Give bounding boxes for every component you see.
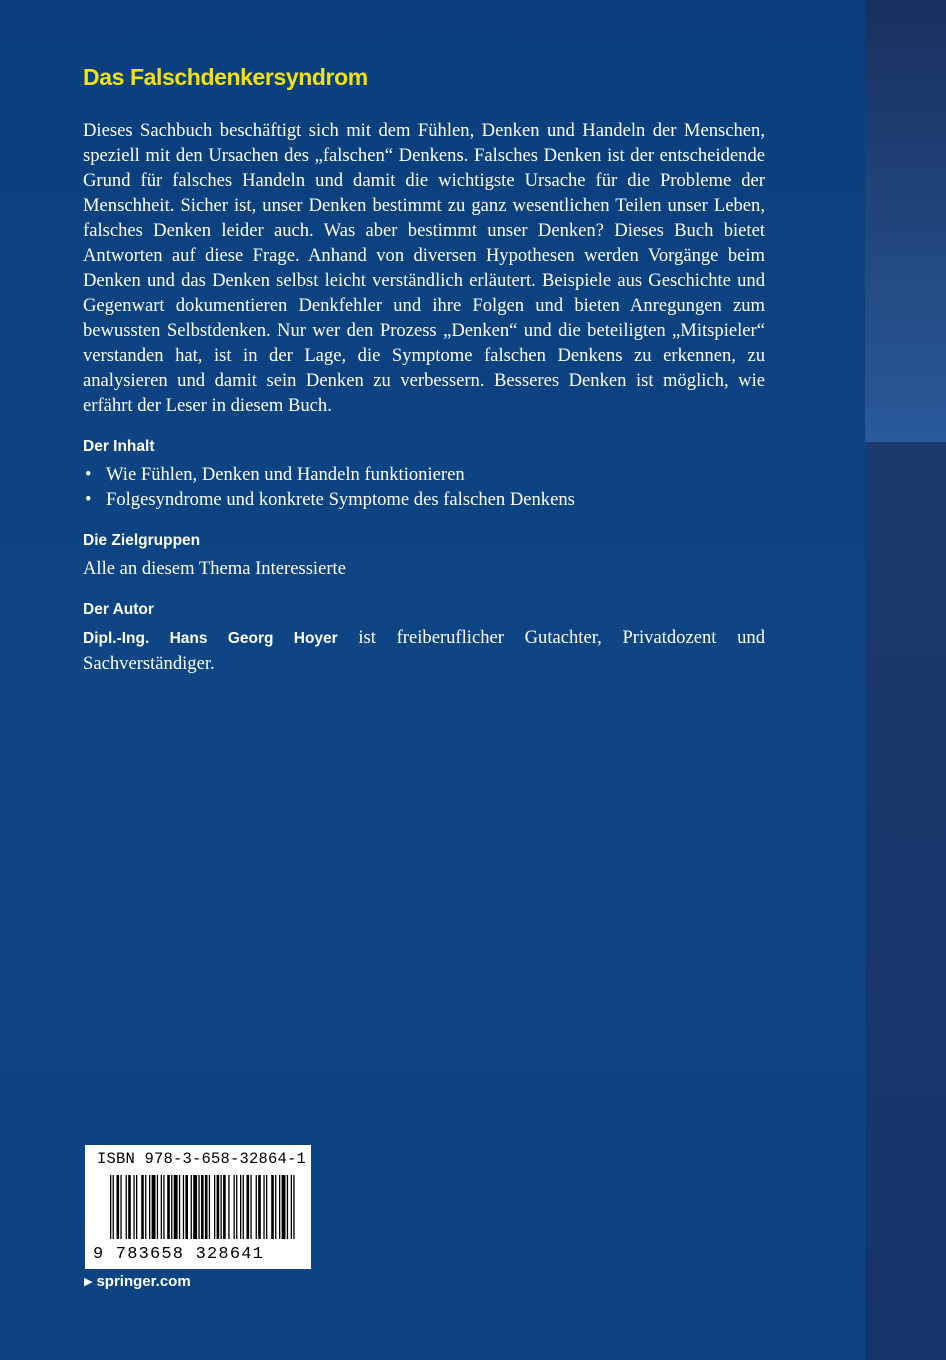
spine-bottom-panel	[865, 442, 946, 1360]
bullet-icon: •	[85, 464, 92, 485]
barcode-bar	[263, 1175, 264, 1239]
book-title: Das Falschdenkersyndrom	[83, 64, 368, 90]
barcode-bar	[110, 1175, 111, 1239]
barcode-bar	[236, 1175, 237, 1239]
barcode-bar	[228, 1175, 229, 1239]
barcode-bar	[126, 1175, 127, 1239]
barcode-bar	[174, 1175, 178, 1239]
target-groups-heading: Die Zielgruppen	[83, 532, 201, 549]
barcode-bar	[152, 1175, 156, 1239]
book-description: Dieses Sachbuch beschäftigt sich mit dem Fühlen, Denken und Handeln der Menschen, speziell mit den Ursachen des „falschen“ Denkens. Falsches Denken ist der entscheidende Grund für falsches Handeln und damit die wichtigste Ursache für die Probleme der Menschheit. Sicher ist, unser Denken bestimmt zu ganz wesentlichen Teilen unser Leben, falsches Denken leider auch. Was aber bestimmt unser Denken? Dieses Buch bietet Antworten auf diese Frage. Anhand von diversen Hypothesen werden Vorgänge beim Denken und das Denken selbst leicht verständlich erläutert. Beispiele aus Geschichte und Gegenwart dokumentieren Denkfehler und ihre Folgen und bieten Anregungen zum bewussten Selbstdenken. Nur wer den Prozess „Denken“ und die beteiligten „Mitspieler“ verstanden hat, ist in der Lage, die Symptome falschen Denkens zu erkennen, zu analysieren und damit sein Denken zu verbessern. Besseres Denken ist möglich, wie erfährt der Leser in diesem Buch.	[83, 120, 765, 416]
barcode-bar	[183, 1175, 184, 1239]
barcode-bar	[209, 1175, 210, 1239]
barcode-bar	[217, 1175, 220, 1239]
barcode-bar	[221, 1175, 222, 1239]
barcode-bar	[185, 1175, 188, 1239]
barcode-bar	[191, 1175, 192, 1239]
barcode-bar	[117, 1175, 120, 1239]
barcode-bar	[240, 1175, 241, 1239]
barcode-bar	[214, 1175, 215, 1239]
barcode-bar	[258, 1175, 261, 1239]
barcode-bar	[234, 1175, 235, 1239]
barcode-bar	[141, 1175, 144, 1239]
barcode-bar	[193, 1175, 197, 1239]
barcode-bar	[291, 1175, 292, 1239]
barcode-bar	[256, 1175, 257, 1239]
barcode-bar	[205, 1175, 208, 1239]
spine-strip	[865, 0, 946, 1360]
barcode-bar	[271, 1175, 274, 1239]
barcode-bar	[149, 1175, 150, 1239]
barcode-bar	[243, 1175, 244, 1239]
isbn-label: ISBN 978-3-658-32864-1	[97, 1150, 307, 1168]
barcode-bar	[201, 1175, 204, 1239]
list-item-text: Wie Fühlen, Denken und Handeln funktionieren	[106, 464, 465, 485]
barcode-bar	[198, 1175, 199, 1239]
barcode-bar	[287, 1175, 288, 1239]
barcode-bar	[266, 1175, 267, 1239]
contents-heading: Der Inhalt	[83, 438, 155, 455]
author-name: Dipl.-Ing. Hans Georg Hoyer	[83, 630, 338, 647]
list-item	[83, 487, 765, 512]
bullet-icon: •	[85, 489, 92, 510]
publisher-website[interactable]	[84, 1273, 191, 1290]
barcode-bar	[163, 1175, 164, 1239]
barcode-bar	[157, 1175, 158, 1239]
list-item-text: Folgesyndrome und konkrete Symptome des falschen Denkens	[106, 489, 575, 510]
spine-top-panel	[865, 0, 946, 442]
barcode-bar	[293, 1175, 294, 1239]
barcode-bar	[120, 1175, 121, 1239]
barcode-bar	[167, 1175, 170, 1239]
author-heading: Der Autor	[83, 601, 154, 618]
barcode-bar	[250, 1175, 251, 1239]
list-item	[83, 462, 765, 487]
barcode-bar	[171, 1175, 172, 1239]
isbn-barcode	[85, 1145, 311, 1269]
barcode-bar	[161, 1175, 162, 1239]
barcode-bar	[282, 1175, 286, 1239]
barcode-digits: 9 783658 328641	[93, 1245, 265, 1264]
barcode-bar	[133, 1175, 134, 1239]
barcode-bar	[145, 1175, 146, 1239]
barcode-bar	[136, 1175, 137, 1239]
barcode-bar	[179, 1175, 180, 1239]
barcode-bar	[247, 1175, 250, 1239]
author-bio	[83, 625, 765, 676]
barcode-bar	[128, 1175, 131, 1239]
barcode-bar	[279, 1175, 280, 1239]
barcode-bar	[113, 1175, 114, 1239]
back-cover-content	[83, 64, 765, 676]
author-bio-text: ist freiberuflicher Gutachter, Privatdozent und Sachverständiger.	[83, 627, 765, 674]
arrow-right-icon: ▶	[84, 1276, 93, 1288]
publisher-website-text: springer.com	[96, 1273, 191, 1290]
barcode-bar	[275, 1175, 276, 1239]
target-groups-text: Alle an diesem Thema Interessierte	[83, 558, 346, 579]
contents-list	[83, 462, 765, 512]
barcode-bar	[223, 1175, 226, 1239]
